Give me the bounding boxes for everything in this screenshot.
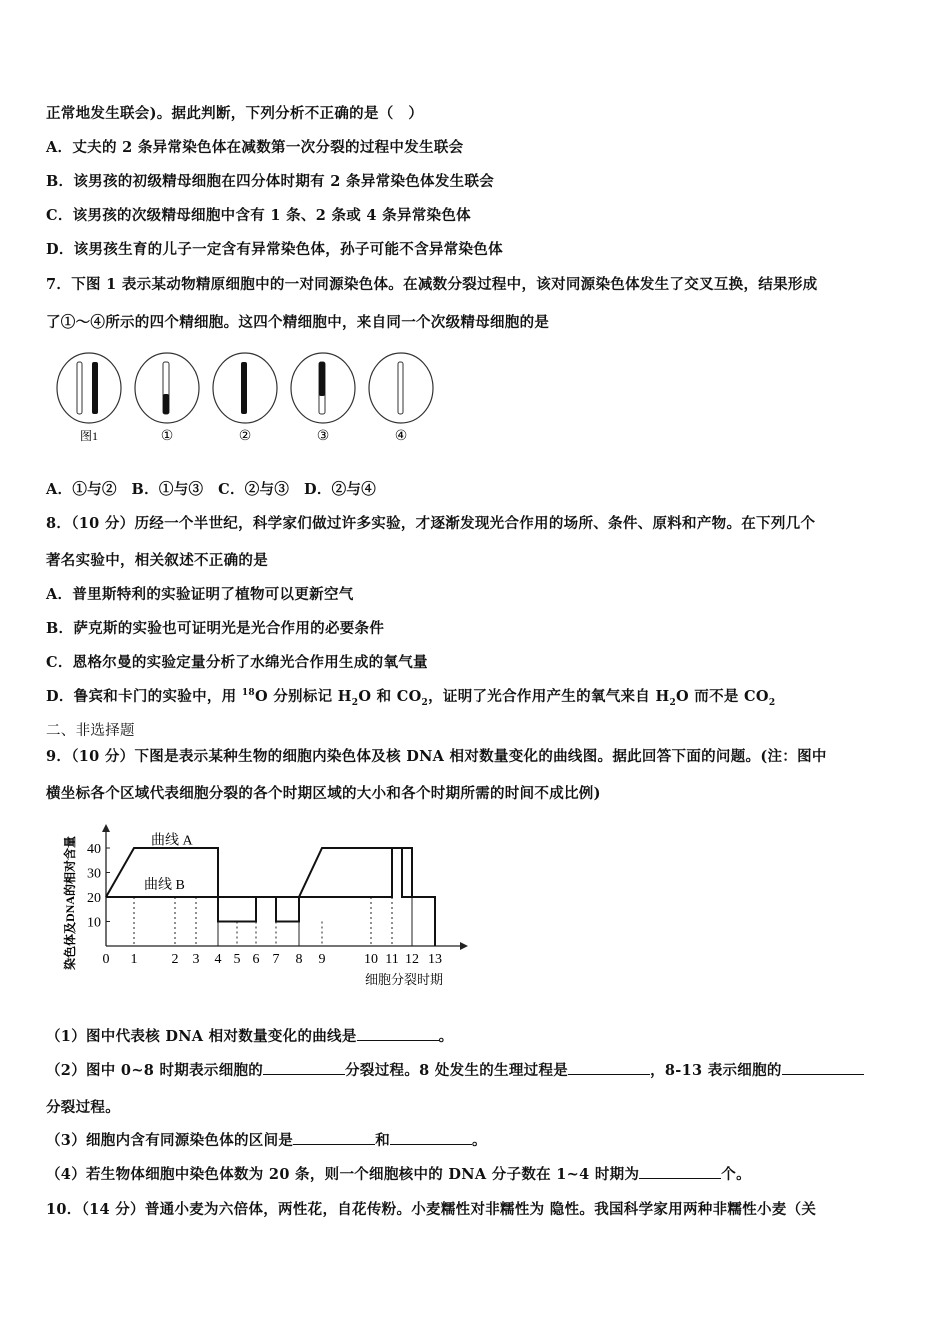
x-tick-label: 2: [171, 952, 179, 967]
x-tick-label: 12: [405, 952, 419, 967]
q6-option-a: A．丈夫的 2 条异常染色体在减数第一次分裂的过程中发生联会: [46, 139, 464, 156]
figure-chromosomes: [52, 352, 442, 448]
q6-option-d: D．该男孩生育的儿子一定含有异常染色体，孙子可能不含异常染色体: [46, 241, 503, 258]
q8-option-a: A．普里斯特利的实验证明了植物可以更新空气: [46, 586, 354, 603]
x-axis-arrow: [460, 942, 468, 950]
q9-stem-line1: 9．（10 分）下图是表示某种生物的细胞内染色体及核 DNA 相对数量变化的曲线图。据此回答下面的问题。(注：图中: [46, 748, 827, 765]
dna-chromosome-chart: [50, 822, 470, 994]
label-cell-3: ③: [316, 428, 330, 444]
series-label-a: 曲线 A: [151, 833, 193, 849]
q6-option-c: C．该男孩的次级精母细胞中含有 1 条、2 条或 4 条异常染色体: [46, 207, 471, 224]
q9-part1: （1）图中代表核 DNA 相对数量变化的曲线是 。: [46, 1025, 453, 1046]
x-axis-label: 细胞分裂时期: [365, 972, 444, 987]
answer-blank[interactable]: [293, 1130, 375, 1146]
q7-options: A．①与② B．①与③ C．②与③ D．②与④: [46, 481, 377, 498]
answer-blank[interactable]: [639, 1164, 721, 1180]
x-tick-label: 1: [130, 952, 138, 967]
q8-option-b: B．萨克斯的实验也可证明光是光合作用的必要条件: [46, 620, 385, 637]
section-heading: 二、非选择题: [46, 723, 135, 739]
q9-part3: （3）细胞内含有同源染色体的区间是 和 。: [46, 1129, 487, 1150]
label-figure1: 图1: [79, 429, 99, 443]
x-tick-label: 8: [295, 952, 303, 967]
answer-blank[interactable]: [390, 1130, 472, 1146]
answer-blank[interactable]: [357, 1026, 439, 1042]
q8-stem-line2: 著名实验中，相关叙述不正确的是: [46, 552, 268, 569]
q9-part2-cont: 分裂过程。: [46, 1099, 120, 1116]
x-tick-label: 11: [385, 952, 399, 967]
x-tick-label: 10: [364, 952, 378, 967]
q10-stem: 10．（14 分）普通小麦为六倍体，两性花，自花传粉。小麦糯性对非糯性为 隐性。我国科学家用两种非糯性小麦（关: [46, 1201, 817, 1218]
y-tick-label: 40: [87, 842, 101, 857]
answer-blank[interactable]: [568, 1060, 650, 1076]
series-label-b: 曲线 B: [144, 877, 185, 893]
y-axis-label: 染色体及DNA的相对含量: [63, 836, 77, 970]
x-tick-label: 13: [428, 952, 442, 967]
text-line: 正常地发生联会)。据此判断，下列分析不正确的是（ ）: [46, 105, 424, 122]
cell-3: [291, 353, 355, 423]
y-tick-label: 10: [87, 915, 101, 931]
cell-4: [369, 353, 433, 423]
answer-blank[interactable]: [263, 1060, 345, 1076]
y-tick-label: 30: [87, 866, 101, 882]
x-tick-label: 3: [192, 952, 200, 967]
q8-option-d: D．鲁宾和卡门的实验中，用 $^{18}$O 分别标记 $H_2O$ 和 $CO_2$，证明了光合作用产生的氧气来自 $H_2O$ 而不是 $CO_2$: [46, 688, 776, 708]
q8-option-c: C．恩格尔曼的实验定量分析了水绵光合作用生成的氧气量: [46, 654, 428, 671]
x-tick-label: 0: [102, 952, 110, 967]
label-cell-2: ②: [238, 428, 252, 444]
cell-2: [213, 353, 277, 423]
q9-part2: （2）图中 0~8 时期表示细胞的 分裂过程。8 处发生的生理过程是 ，8-13 表示细胞的: [46, 1059, 864, 1080]
cell-1: [135, 353, 199, 423]
x-tick-label: 9: [318, 952, 326, 967]
answer-blank[interactable]: [782, 1060, 864, 1076]
q8-stem-line1: 8．（10 分）历经一个半世纪，科学家们做过许多实验，才逐渐发现光合作用的场所、条件、原料和产物。在下列几个: [46, 515, 816, 532]
y-tick-label: 20: [87, 891, 101, 906]
q7-stem-line2: 了①～④所示的四个精细胞。这四个精细胞中，来自同一个次级精母细胞的是: [46, 314, 550, 331]
label-cell-4: ④: [394, 428, 408, 444]
y-axis-arrow: [102, 824, 110, 832]
cell-figure1: [57, 353, 121, 423]
label-cell-1: ①: [160, 428, 174, 444]
q9-stem-line2: 横坐标各个区域代表细胞分裂的各个时期区域的大小和各个时期所需的时间不成比例): [46, 785, 601, 802]
x-tick-label: 5: [233, 952, 241, 967]
q7-stem-line1: 7．下图 1 表示某动物精原细胞中的一对同源染色体。在减数分裂过程中，该对同源染色体发生了交叉互换，结果形成: [46, 276, 818, 293]
x-tick-label: 6: [252, 952, 260, 967]
x-tick-label: 7: [272, 952, 280, 967]
q6-option-b: B．该男孩的初级精母细胞在四分体时期有 2 条异常染色体发生联会: [46, 173, 495, 190]
q9-part4: （4）若生物体细胞中染色体数为 20 条，则一个细胞核中的 DNA 分子数在 1~4 时期为 个。: [46, 1163, 751, 1184]
x-tick-label: 4: [214, 952, 222, 967]
